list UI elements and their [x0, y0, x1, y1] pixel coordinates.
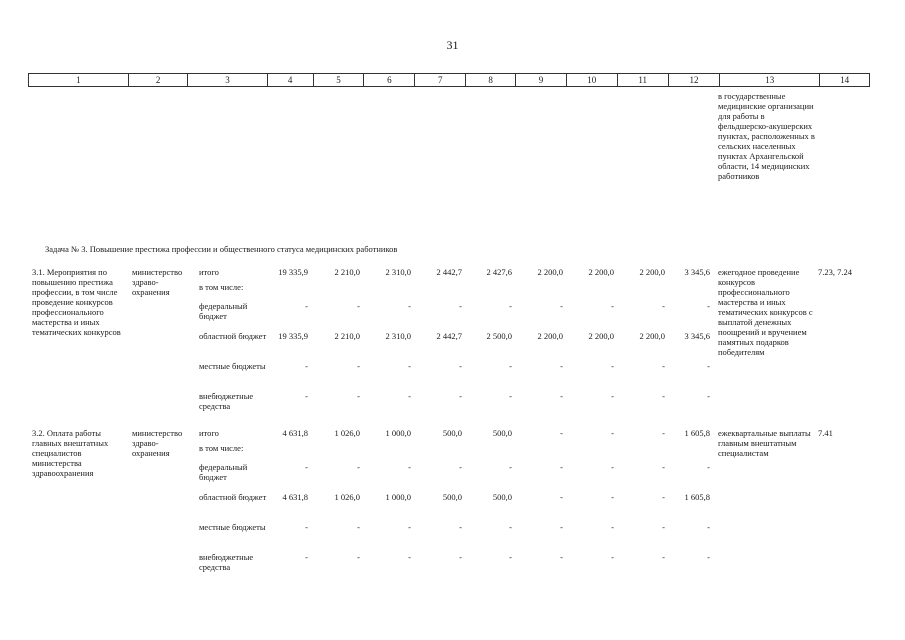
executor-name: министерство здраво-охранения	[132, 267, 183, 297]
funding-source-label: в том числе:	[199, 443, 244, 453]
funding-value-cell: -	[662, 391, 665, 401]
funding-source-label: областной бюджет	[199, 492, 267, 502]
funding-value-cell: 500,0	[492, 492, 512, 502]
funding-value-cell: -	[611, 391, 614, 401]
funding-value-cell: -	[408, 301, 411, 311]
funding-value-cell: -	[305, 301, 308, 311]
table-header-row	[28, 73, 870, 87]
header-cell-9: 9	[516, 74, 567, 86]
funding-value-cell: -	[707, 301, 710, 311]
funding-value-cell: -	[611, 552, 614, 562]
executor-name: министерство здраво-охранения	[132, 428, 183, 458]
funding-value-cell: -	[662, 301, 665, 311]
funding-value-cell: -	[408, 361, 411, 371]
funding-value-cell: 1 026,0	[334, 428, 360, 438]
funding-source-label: областной бюджет	[199, 331, 267, 341]
indicator-numbers: 7.41	[818, 428, 833, 438]
header-cell-1: 1	[29, 74, 129, 86]
continuation-result-text: в государственные медицинские организации для работы в фельдшерско-акушерских пунктах, расположенных в сельских населенных пунктах Архангельской области, 14 медицинских работников	[718, 91, 815, 181]
funding-value-cell: -	[357, 301, 360, 311]
funding-value-cell: -	[459, 391, 462, 401]
funding-value-cell: -	[509, 301, 512, 311]
header-cell-8: 8	[466, 74, 516, 86]
funding-value-cell: -	[560, 492, 563, 502]
funding-value-cell: -	[459, 522, 462, 532]
funding-value-cell: 2 442,7	[436, 267, 462, 277]
funding-value-cell: -	[509, 361, 512, 371]
funding-value-cell: 4 631,8	[282, 428, 308, 438]
funding-value-cell: -	[305, 391, 308, 401]
funding-value-cell: -	[560, 301, 563, 311]
funding-value-cell: -	[707, 361, 710, 371]
funding-value-cell: 500,0	[442, 492, 462, 502]
funding-source-label: местные бюджеты	[199, 361, 266, 371]
funding-value-cell: 2 200,0	[639, 267, 665, 277]
funding-value-cell: -	[560, 428, 563, 438]
funding-value-cell: 2 310,0	[385, 267, 411, 277]
funding-value-cell: -	[662, 552, 665, 562]
funding-value-cell: -	[611, 462, 614, 472]
funding-value-cell: -	[560, 462, 563, 472]
funding-value-cell: -	[560, 552, 563, 562]
funding-value-cell: 500,0	[492, 428, 512, 438]
funding-value-cell: -	[408, 552, 411, 562]
funding-value-cell: -	[459, 301, 462, 311]
funding-source-label: местные бюджеты	[199, 522, 266, 532]
funding-value-cell: -	[611, 361, 614, 371]
header-cell-2: 2	[129, 74, 189, 86]
funding-value-cell: 3 345,6	[684, 331, 710, 341]
funding-value-cell: 2 200,0	[588, 331, 614, 341]
funding-value-cell: 19 335,9	[278, 331, 308, 341]
funding-value-cell: 1 605,8	[684, 428, 710, 438]
funding-value-cell: -	[509, 462, 512, 472]
funding-value-cell: -	[611, 522, 614, 532]
funding-value-cell: 500,0	[442, 428, 462, 438]
funding-value-cell: 4 631,8	[282, 492, 308, 502]
funding-value-cell: 1 000,0	[385, 492, 411, 502]
funding-value-cell: 19 335,9	[278, 267, 308, 277]
funding-value-cell: -	[357, 391, 360, 401]
funding-value-cell: 2 427,6	[486, 267, 512, 277]
funding-source-label: в том числе:	[199, 282, 244, 292]
funding-value-cell: -	[707, 522, 710, 532]
funding-value-cell: 2 442,7	[436, 331, 462, 341]
funding-value-cell: -	[305, 462, 308, 472]
funding-value-cell: 1 000,0	[385, 428, 411, 438]
funding-value-cell: -	[305, 522, 308, 532]
funding-value-cell: -	[560, 391, 563, 401]
funding-value-cell: -	[357, 462, 360, 472]
task-heading: Задача № 3. Повышение престижа профессии и общественного статуса медицинских работников	[45, 244, 398, 254]
funding-value-cell: -	[611, 492, 614, 502]
activity-name: 3.2. Оплата работы главных внештатных специалистов министерства здравоохранения	[32, 428, 109, 478]
funding-value-cell: 2 210,0	[334, 331, 360, 341]
funding-value-cell: -	[662, 462, 665, 472]
header-cell-3: 3	[188, 74, 267, 86]
indicator-numbers: 7.23, 7.24	[818, 267, 852, 277]
funding-value-cell: 2 200,0	[639, 331, 665, 341]
funding-value-cell: -	[509, 552, 512, 562]
funding-value-cell: -	[357, 361, 360, 371]
funding-value-cell: 2 200,0	[537, 331, 563, 341]
funding-source-label: итого	[199, 267, 219, 277]
funding-value-cell: -	[662, 428, 665, 438]
funding-value-cell: 2 200,0	[588, 267, 614, 277]
funding-value-cell: -	[357, 552, 360, 562]
funding-value-cell: -	[611, 428, 614, 438]
funding-source-label: итого	[199, 428, 219, 438]
funding-value-cell: 1 605,8	[684, 492, 710, 502]
header-cell-13: 13	[720, 74, 820, 86]
funding-value-cell: -	[662, 361, 665, 371]
funding-value-cell: -	[509, 522, 512, 532]
funding-value-cell: -	[357, 522, 360, 532]
funding-value-cell: 2 500,0	[486, 331, 512, 341]
funding-value-cell: -	[707, 552, 710, 562]
funding-value-cell: -	[611, 301, 614, 311]
funding-value-cell: 2 310,0	[385, 331, 411, 341]
header-cell-5: 5	[314, 74, 365, 86]
funding-value-cell: -	[560, 361, 563, 371]
funding-value-cell: 2 210,0	[334, 267, 360, 277]
funding-value-cell: -	[707, 462, 710, 472]
header-cell-11: 11	[618, 74, 669, 86]
expected-result-text: ежеквартальные выплаты главным внештатным специалистам	[718, 428, 811, 458]
funding-value-cell: 1 026,0	[334, 492, 360, 502]
funding-value-cell: -	[305, 361, 308, 371]
header-cell-14: 14	[840, 75, 850, 85]
page-number: 31	[446, 38, 459, 52]
funding-value-cell: -	[459, 462, 462, 472]
funding-value-cell: -	[459, 552, 462, 562]
funding-source-label: внебюджетные средства	[199, 391, 254, 411]
header-cell-12: 12	[669, 74, 721, 86]
header-cell-10: 10	[567, 74, 618, 86]
funding-value-cell: -	[459, 361, 462, 371]
funding-value-cell: -	[509, 391, 512, 401]
funding-source-label: федеральный бюджет	[199, 462, 248, 482]
funding-value-cell: -	[662, 492, 665, 502]
funding-value-cell: 3 345,6	[684, 267, 710, 277]
funding-value-cell: -	[560, 522, 563, 532]
expected-result-text: ежегодное проведение конкурсов профессионального мастерства и иных тематических конкурсов с выплатой денежных поощрений и вручением памятных подарков победителям	[718, 267, 813, 357]
header-cell-6: 6	[364, 74, 415, 86]
funding-value-cell: -	[707, 391, 710, 401]
funding-value-cell: -	[305, 552, 308, 562]
header-cell-4: 4	[268, 74, 314, 86]
funding-value-cell: -	[408, 462, 411, 472]
funding-value-cell: -	[408, 522, 411, 532]
funding-source-label: внебюджетные средства	[199, 552, 254, 572]
funding-value-cell: -	[408, 391, 411, 401]
funding-source-label: федеральный бюджет	[199, 301, 248, 321]
funding-value-cell: 2 200,0	[537, 267, 563, 277]
header-cell-7: 7	[415, 74, 466, 86]
funding-value-cell: -	[662, 522, 665, 532]
activity-name: 3.1. Мероприятия по повышению престижа профессии, в том числе проведение конкурсов профессионального мастерства и иных тематических конкурсов	[32, 267, 121, 337]
